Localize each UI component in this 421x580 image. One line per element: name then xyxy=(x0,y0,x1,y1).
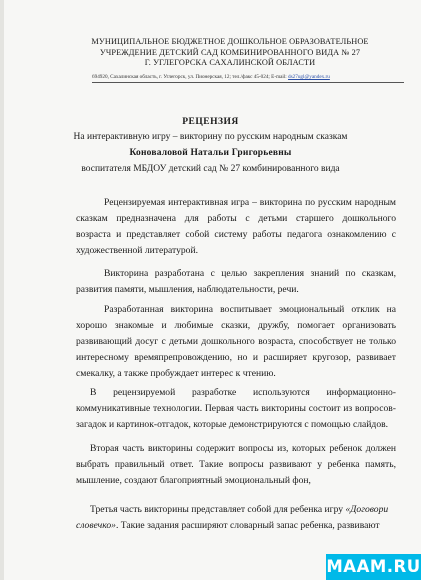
body-line: хорошо знакомые и любимые сказки, дружбу, помогает организовать xyxy=(76,320,396,331)
body-text: . Такие задания расширяют словарный запас ребенка, развивают xyxy=(115,520,380,531)
body-line: развивающий досуг с детьми дошкольного возраста, способствует не только xyxy=(76,336,396,347)
body-line: коммуникативные технологии. Первая часть викторины состоит из вопросов- xyxy=(76,403,396,414)
letterhead-address xyxy=(92,74,404,80)
address-text: 694920, Сахалинская область, г. Углегорск, ул. Пионерская, 12; тел./факс 45-024; E-mail: xyxy=(92,74,289,80)
page-edge xyxy=(0,0,4,580)
body-line: интересному времяпрепровождению, но и расширяет кругозор, развивает xyxy=(76,352,396,363)
subtitle-line: На интерактивную игру – викторину по русским народным сказкам xyxy=(73,132,348,142)
org-name-line-1: МУНИЦИПАЛЬНОЕ БЮДЖЕТНОЕ ДОШКОЛЬНОЕ ОБРАЗОВАТЕЛЬНОЕ xyxy=(91,37,369,46)
game-title-cont: словечко» xyxy=(76,520,116,531)
author-position: воспитателя МБДОУ детский сад № 27 комбинированного вида xyxy=(81,164,340,174)
body-line: Разработанная викторина воспитывает эмоциональный отклик на xyxy=(104,304,396,315)
body-line: возраста и представляет собой систему работы педагога ознакомлению с xyxy=(76,229,396,240)
body-text: Третья часть викторины представляет собой для ребенка игру xyxy=(90,504,346,515)
letterhead xyxy=(60,37,400,69)
body-line: смекалку, а также пробуждает интерес к чтению. xyxy=(76,368,276,379)
body-line: В рецензируемой разработке используются информационно- xyxy=(90,387,396,398)
org-name-line-2: УЧРЕЖДЕНИЕ ДЕТСКИЙ САД КОМБИНИРОВАННОГО ВИДА № 27 xyxy=(99,47,361,57)
game-title: «Договори xyxy=(345,504,389,515)
body-line: Рецензируемая интерактивная игра – викторина по русским народным xyxy=(104,197,396,208)
author-name: Коноваловой Натальи Григорьевны xyxy=(129,148,292,158)
maam-watermark[interactable]: MAAM.RU xyxy=(326,554,421,580)
body-line: развития памяти, мышления, наблюдательности, речи. xyxy=(76,284,299,295)
document-title: РЕЦЕНЗИЯ xyxy=(182,117,239,127)
body-line xyxy=(90,504,388,515)
body-line: художественной литературой. xyxy=(76,245,199,256)
letterhead-divider xyxy=(92,82,404,83)
body-line xyxy=(76,520,396,531)
org-name-line-3: Г. УГЛЕГОРСКА САХАЛИНСКОЙ ОБЛАСТИ xyxy=(144,58,316,67)
body-line: мышление, создают благоприятный эмоциональный фон, xyxy=(76,475,311,486)
body-line: сказкам предназначена для работы с детьми старшего дошкольного xyxy=(76,213,396,224)
body-line: Вторая часть викторины содержит вопросы из, которых ребенок должен xyxy=(90,443,396,454)
email-link[interactable]: ds27ugl@yandex.ru xyxy=(288,74,330,80)
body-line: выбрать правильный ответ. Такие вопросы развивают у ребенка память, xyxy=(76,459,396,470)
body-line: Викторина разработана с целью закрепления знаний по сказкам, xyxy=(104,268,396,279)
body-line: загадок и картинок-отгадок, которые демонстрируются с помощью слайдов. xyxy=(76,419,389,430)
